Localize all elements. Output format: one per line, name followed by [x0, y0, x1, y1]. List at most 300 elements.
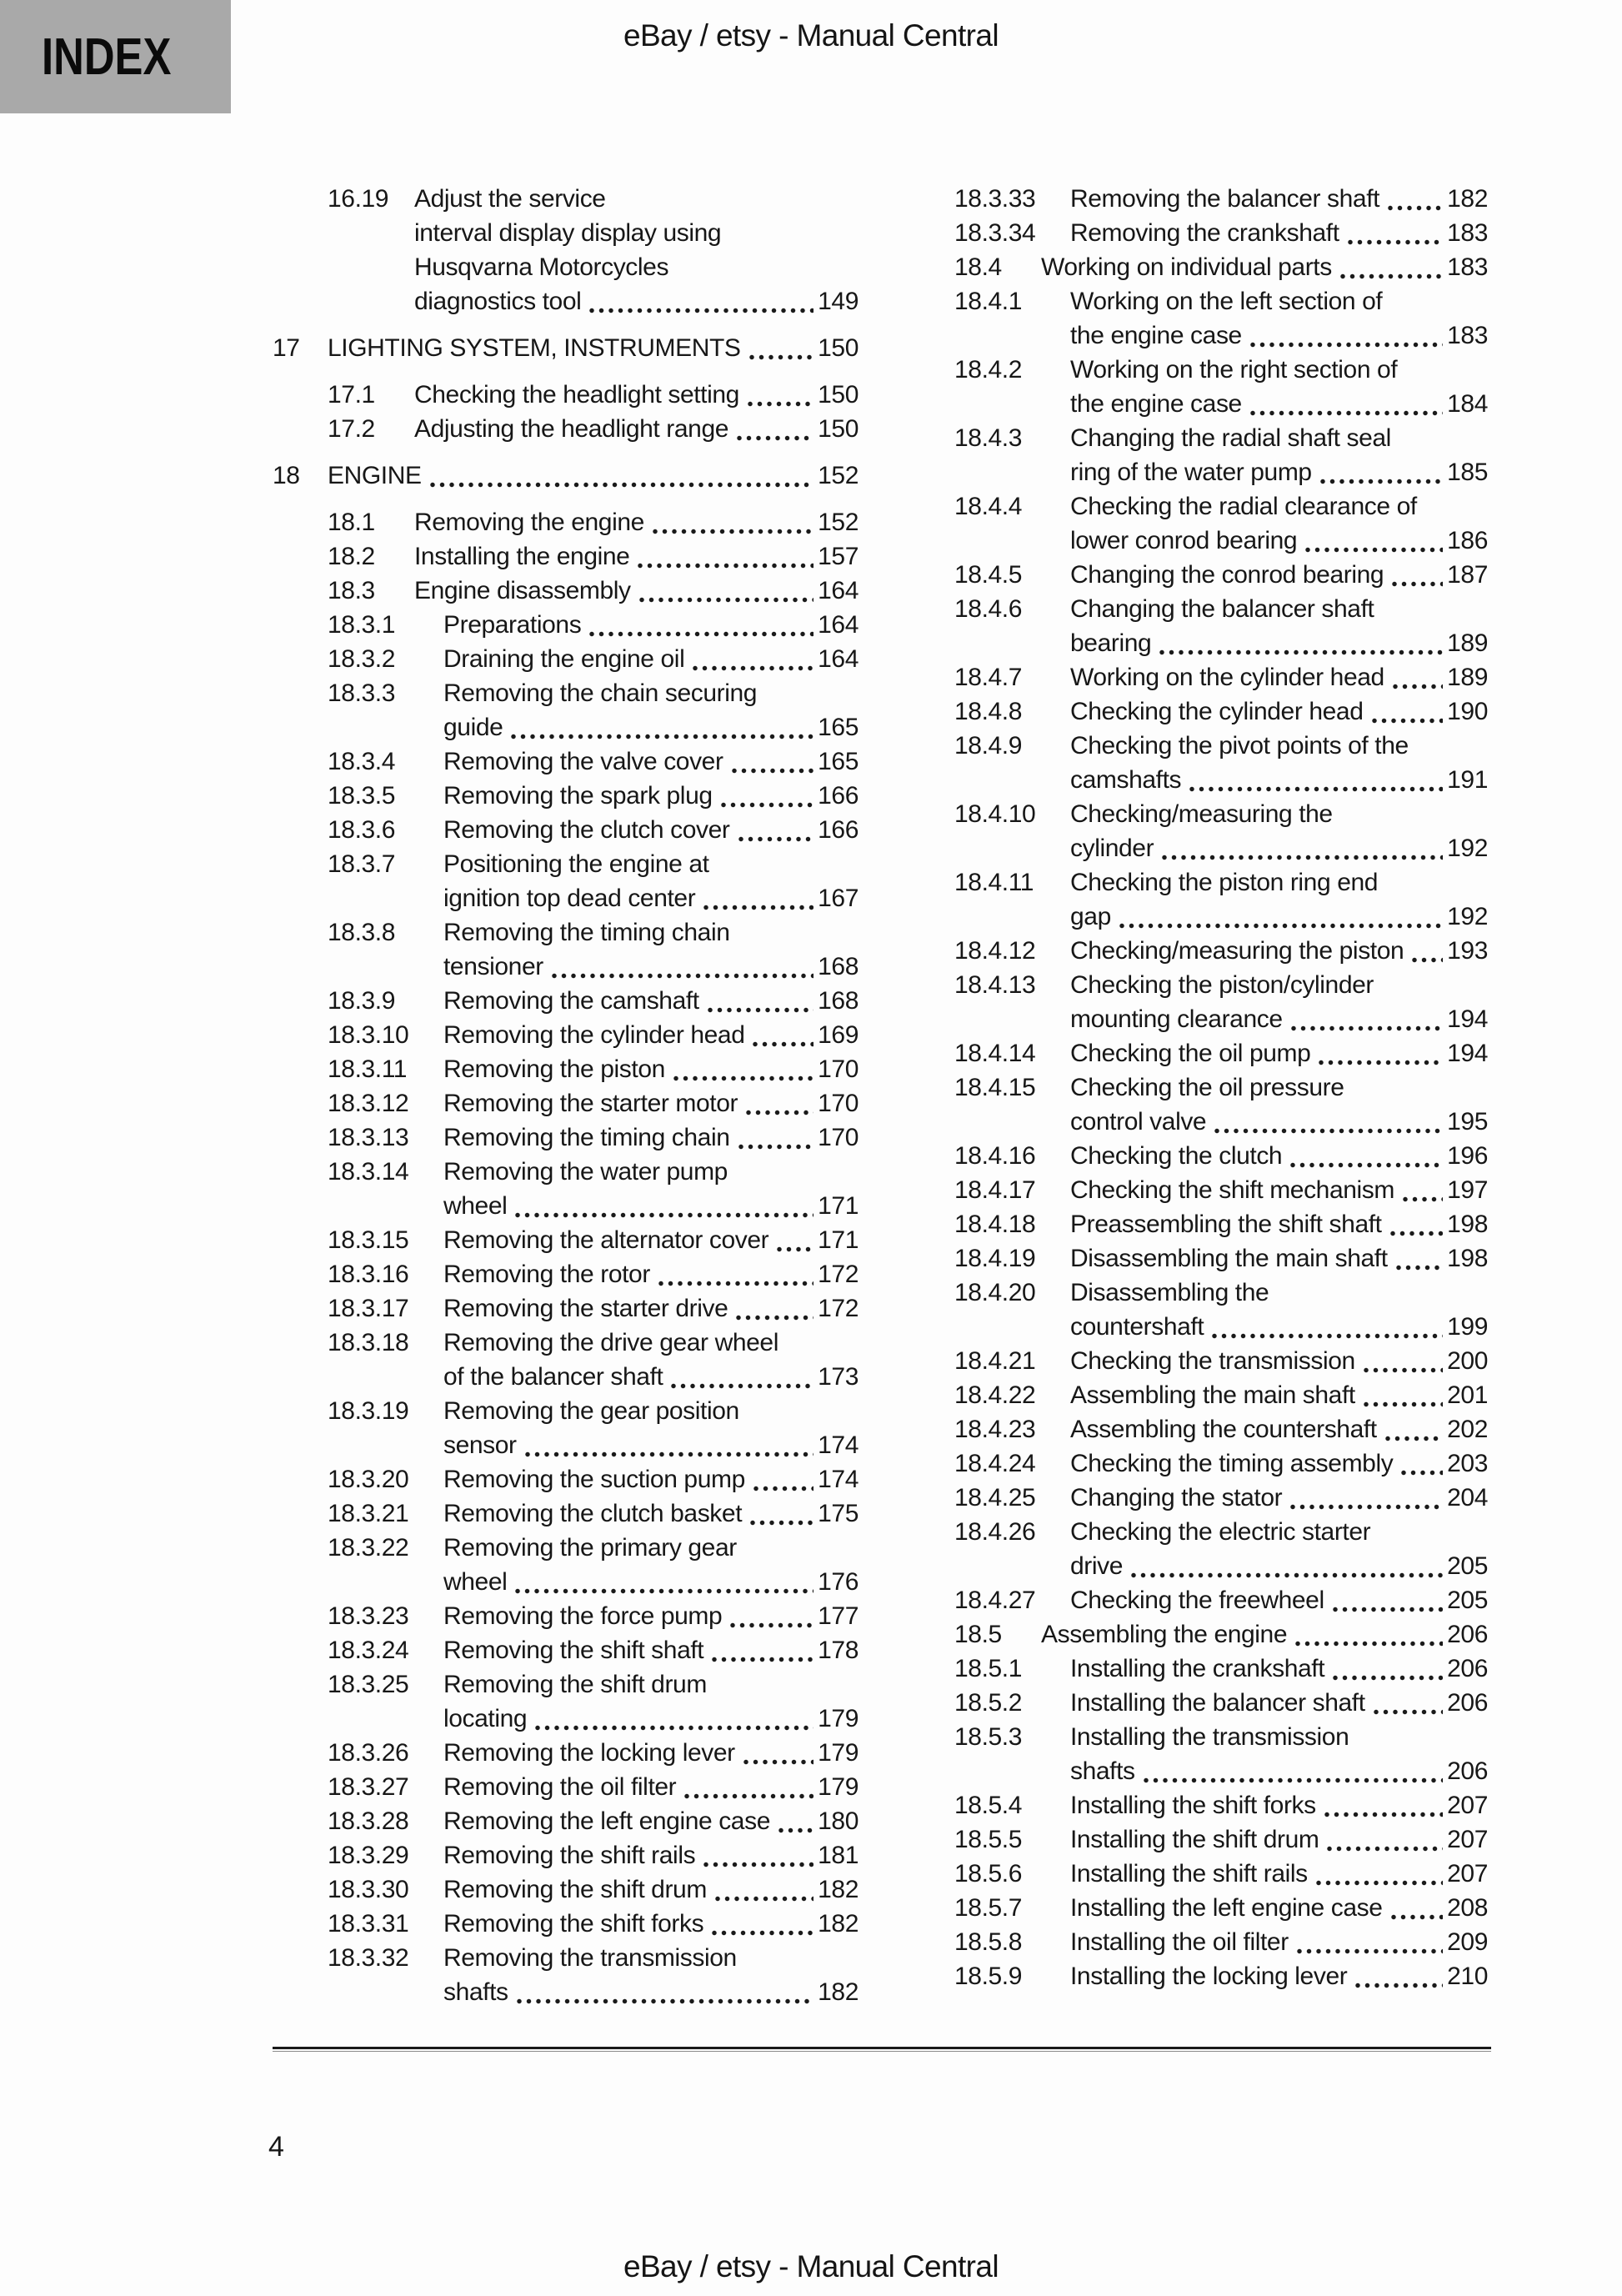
toc-entry-body: [1070, 1412, 1488, 1446]
toc-entry-number: 18.4.2: [954, 356, 1023, 384]
toc-entry-body: [1070, 284, 1488, 353]
toc-entry-page: 183: [1447, 253, 1488, 281]
toc-entry-number: 18.3.14: [328, 1158, 409, 1186]
toc-entry-title: Installing the oil filter: [1070, 1928, 1289, 1956]
toc-entry-title: Checking the oil pump: [1070, 1040, 1311, 1067]
toc-entry: [899, 1857, 1488, 1891]
toc-entry-body: [1070, 489, 1488, 558]
toc-line: [1070, 934, 1488, 968]
toc-line: [1070, 1344, 1488, 1378]
dot-leader: [776, 1246, 814, 1253]
toc-entry-body: [443, 779, 859, 813]
toc-entry-title: Installing the engine: [414, 543, 630, 570]
toc-entry: [273, 505, 859, 539]
toc-entry-title: ENGINE: [328, 462, 422, 489]
dot-leader: [747, 400, 814, 408]
toc-entry-number: 18.5: [954, 1621, 1002, 1648]
toc-entry-page: 150: [818, 334, 859, 362]
toc-entry-title: Removing the timing chain: [443, 919, 730, 946]
toc-entry-number: 18.4.17: [954, 1176, 1036, 1204]
dot-leader: [514, 1587, 814, 1595]
toc-entry-page: 172: [818, 1295, 859, 1322]
toc-entry-page: 193: [1447, 937, 1488, 965]
toc-entry: [273, 608, 859, 642]
toc-entry-page: 184: [1447, 390, 1488, 418]
toc-entry-title: shafts: [443, 1978, 508, 2006]
toc-entry-title: Installing the crankshaft: [1070, 1655, 1325, 1682]
toc-entry-page: 180: [818, 1807, 859, 1835]
toc-line: [1070, 1139, 1488, 1173]
toc-entry-body: [1070, 353, 1488, 421]
toc-entry-body: [1070, 1720, 1488, 1788]
dot-leader: [711, 1929, 814, 1937]
toc-line: [328, 459, 859, 493]
toc-entry-title: Removing the shift forks: [443, 1910, 704, 1938]
toc-entry: [899, 1344, 1488, 1378]
toc-line: [1070, 1378, 1488, 1412]
toc-entry-page: 183: [1447, 322, 1488, 349]
dot-leader: [731, 767, 814, 775]
toc-entry-body: [1070, 1822, 1488, 1857]
toc-line: [443, 1120, 859, 1155]
toc-entry-number: 18.3.22: [328, 1534, 409, 1562]
toc-entry-number: 16.19: [328, 185, 389, 213]
toc-entry: [273, 1120, 859, 1155]
toc-entry: [273, 1531, 859, 1599]
toc-entry: [273, 1907, 859, 1941]
dot-leader: [1332, 1674, 1443, 1682]
toc-entry-title: Removing the timing chain: [443, 1124, 730, 1151]
toc-entry-title: Installing the shift forks: [1070, 1792, 1316, 1819]
toc-entry-title: camshafts: [1070, 766, 1182, 794]
toc-entry-title: Preassembling the shift shaft: [1070, 1211, 1382, 1238]
toc-entry: [899, 284, 1488, 353]
toc-line: [443, 1189, 859, 1223]
toc-line: [443, 847, 859, 881]
toc-entry: [273, 676, 859, 744]
toc-entry-title: Checking/measuring the: [1070, 800, 1333, 828]
toc-line: [414, 216, 859, 250]
toc-entry-body: [1070, 1959, 1488, 1993]
toc-entry-number: 18.4.15: [954, 1074, 1036, 1101]
toc-entry: [273, 459, 859, 493]
toc-entry-number: 17.1: [328, 381, 375, 409]
toc-entry-title: wheel: [443, 1568, 508, 1596]
toc-entry-title: sensor: [443, 1431, 517, 1459]
toc-entry: [899, 1925, 1488, 1959]
toc-entry-title: Removing the camshaft: [443, 987, 699, 1015]
toc-entry: [273, 1496, 859, 1531]
toc-entry: [899, 1173, 1488, 1207]
toc-entry-number: 18.3: [328, 577, 375, 604]
toc-entry: [273, 539, 859, 574]
toc-entry-body: [1070, 865, 1488, 934]
toc-entry-number: 18.3.6: [328, 816, 396, 844]
toc-entry-body: [443, 1770, 859, 1804]
toc-entry-page: 168: [818, 987, 859, 1015]
dot-leader: [1390, 1913, 1444, 1921]
toc-entry-title: Removing the alternator cover: [443, 1226, 769, 1254]
toc-line: [1070, 763, 1488, 797]
toc-entry: [273, 182, 859, 318]
toc-line: [443, 1223, 859, 1257]
toc-entry-page: 207: [1447, 1860, 1488, 1887]
toc-entry-title: Removing the oil filter: [443, 1773, 677, 1801]
toc-line: [1070, 489, 1488, 524]
toc-entry-page: 198: [1447, 1211, 1488, 1238]
toc-entry-number: 18.4.6: [954, 595, 1023, 623]
toc-entry-title: Installing the transmission: [1070, 1723, 1349, 1751]
toc-entry: [899, 558, 1488, 592]
dot-leader: [1161, 854, 1443, 861]
dot-leader: [749, 1519, 814, 1526]
toc-entry-title: Husqvarna Motorcycles: [414, 253, 669, 281]
toc-entry-title: control valve: [1070, 1108, 1207, 1135]
toc-entry: [273, 1872, 859, 1907]
toc-line: [1070, 1241, 1488, 1276]
dot-leader: [714, 1895, 814, 1902]
toc-line: [443, 1155, 859, 1189]
toc-entry-page: 182: [818, 1978, 859, 2006]
toc-line: [1070, 592, 1488, 626]
toc-entry: [273, 1223, 859, 1257]
toc-entry: [899, 1139, 1488, 1173]
toc-entry-page: 192: [1447, 903, 1488, 930]
dot-leader: [1411, 956, 1443, 964]
toc-line: [1070, 455, 1488, 489]
toc-line: [443, 1018, 859, 1052]
dot-leader: [703, 904, 814, 911]
toc-line: [328, 331, 859, 365]
toc-entry-number: 18.5.8: [954, 1928, 1023, 1956]
toc-line: [1070, 900, 1488, 934]
toc-entry-page: 166: [818, 816, 859, 844]
dot-leader: [588, 307, 814, 314]
toc-entry-title: Removing the crankshaft: [1070, 219, 1339, 247]
toc-line: [443, 1326, 859, 1360]
toc-entry-body: [443, 847, 859, 915]
toc-entry-page: 206: [1447, 1757, 1488, 1785]
toc-entry-body: [1070, 1241, 1488, 1276]
dot-leader: [1324, 1811, 1443, 1818]
toc-entry: [899, 1583, 1488, 1617]
toc-entry-page: 206: [1447, 1689, 1488, 1717]
toc-line: [443, 1257, 859, 1291]
toc-entry: [273, 1736, 859, 1770]
toc-line: [443, 915, 859, 950]
toc-entry-title: LIGHTING SYSTEM, INSTRUMENTS: [328, 334, 741, 362]
dot-leader: [510, 733, 814, 740]
toc-entry-title: Removing the shift shaft: [443, 1637, 704, 1664]
toc-entry-title: diagnostics tool: [414, 288, 582, 315]
dot-leader: [738, 835, 814, 843]
toc-entry-title: Checking the radial clearance of: [1070, 493, 1417, 520]
toc-entry-page: 169: [818, 1021, 859, 1049]
toc-entry-body: [443, 1086, 859, 1120]
toc-entry-number: 18.5.4: [954, 1792, 1023, 1819]
toc-entry-body: [1070, 1276, 1488, 1344]
toc-entry-body: [443, 1907, 859, 1941]
toc-entry-page: 170: [818, 1055, 859, 1083]
toc-entry-title: Removing the valve cover: [443, 748, 723, 775]
toc-entry-number: 18.4.21: [954, 1347, 1036, 1375]
dot-leader: [1319, 478, 1443, 485]
toc-entry-body: [443, 1155, 859, 1223]
toc-entry-title: Checking the transmission: [1070, 1347, 1355, 1375]
toc-entry-number: 18.4.4: [954, 493, 1023, 520]
dot-leader: [1387, 204, 1443, 212]
page-number: 4: [268, 2131, 284, 2163]
toc-entry-number: 18.4.1: [954, 288, 1023, 315]
toc-entry-body: [1070, 694, 1488, 729]
toc-entry-number: 18.3.9: [328, 987, 396, 1015]
toc-entry-body: [443, 744, 859, 779]
toc-entry-body: [1070, 1481, 1488, 1515]
toc-entry-body: [414, 505, 859, 539]
toc-entry-number: 18.5.7: [954, 1894, 1023, 1922]
toc-entry: [273, 984, 859, 1018]
toc-line: [1070, 1652, 1488, 1686]
toc-entry-body: [1070, 1857, 1488, 1891]
toc-entry-title: Working on individual parts: [1041, 253, 1332, 281]
toc-entry: [899, 865, 1488, 934]
toc-entry: [273, 1291, 859, 1326]
toc-entry-number: 18.3.23: [328, 1602, 409, 1630]
toc-line: [443, 881, 859, 915]
dot-leader: [735, 1314, 814, 1321]
toc-entry-page: 205: [1447, 1587, 1488, 1614]
toc-entry-title: Changing the balancer shaft: [1070, 595, 1374, 623]
toc-entry-page: 177: [818, 1602, 859, 1630]
toc-line: [1070, 182, 1488, 216]
toc-entry-title: Disassembling the main shaft: [1070, 1245, 1388, 1272]
toc-entry-body: [1070, 421, 1488, 489]
toc-entry-title: gap: [1070, 903, 1111, 930]
toc-entry-number: 18.3.12: [328, 1090, 409, 1117]
toc-entry-body: [443, 1872, 859, 1907]
toc-entry: [273, 1326, 859, 1394]
toc-line: [1070, 1481, 1488, 1515]
toc-line: [1070, 1515, 1488, 1549]
toc-entry-page: 174: [818, 1466, 859, 1493]
toc-entry-body: [443, 1736, 859, 1770]
dot-leader: [1389, 1230, 1444, 1237]
toc-entry-number: 18.3.30: [328, 1876, 409, 1903]
toc-entry-body: [443, 1257, 859, 1291]
toc-entry-number: 18.4.13: [954, 971, 1036, 999]
toc-entry-number: 18.5.1: [954, 1655, 1023, 1682]
toc-entry-number: 18.4.11: [954, 869, 1034, 896]
toc-line: [414, 574, 859, 608]
toc-entry: [899, 1652, 1488, 1686]
toc-entry-number: 18.3.24: [328, 1637, 409, 1664]
toc-line: [443, 1804, 859, 1838]
toc-entry-title: Removing the shift drum: [443, 1671, 707, 1698]
dot-leader: [1363, 1401, 1443, 1408]
toc-line: [1070, 558, 1488, 592]
toc-entry-number: 18.3.21: [328, 1500, 409, 1527]
toc-line: [1070, 797, 1488, 831]
toc-entry-body: [1070, 1036, 1488, 1070]
dot-leader: [516, 1998, 814, 2005]
dot-leader: [1332, 1606, 1443, 1613]
toc-entry: [899, 1070, 1488, 1139]
toc-entry-body: [443, 1120, 859, 1155]
toc-entry-page: 196: [1447, 1142, 1488, 1170]
toc-entry-body: [1070, 182, 1488, 216]
dot-leader: [1143, 1777, 1444, 1784]
toc-entry-title: Installing the locking lever: [1070, 1963, 1348, 1990]
toc-line: [443, 1496, 859, 1531]
toc-line: [1070, 421, 1488, 455]
toc-entry: [899, 353, 1488, 421]
toc-entry: [273, 1394, 859, 1462]
toc-line: [443, 710, 859, 744]
toc-entry-number: 18.3.34: [954, 219, 1036, 247]
toc-entry: [899, 1446, 1488, 1481]
toc-entry-title: Removing the engine: [414, 509, 644, 536]
toc-entry-body: [1070, 216, 1488, 250]
toc-entry-body: [443, 915, 859, 984]
toc-line: [443, 1086, 859, 1120]
toc-entry-body: [1070, 1686, 1488, 1720]
toc-line: [1070, 1070, 1488, 1105]
toc-entry-body: [1070, 797, 1488, 865]
toc-entry-number: 18.4: [954, 253, 1002, 281]
dot-leader: [778, 1827, 814, 1834]
toc-entry-title: Removing the locking lever: [443, 1739, 735, 1767]
toc-entry-title: Changing the stator: [1070, 1484, 1283, 1511]
toc-entry-body: [443, 1531, 859, 1599]
toc-entry-page: 192: [1447, 835, 1488, 862]
toc-entry-number: 18.3.13: [328, 1124, 409, 1151]
footer-rule: [273, 2047, 1491, 2052]
toc-entry: [899, 797, 1488, 865]
dot-leader: [673, 1075, 814, 1082]
dot-leader: [670, 1382, 814, 1390]
toc-entry-title: Removing the water pump: [443, 1158, 728, 1186]
toc-line: [1070, 1754, 1488, 1788]
toc-entry: [899, 1036, 1488, 1070]
toc-line: [1070, 1446, 1488, 1481]
toc-entry-number: 18.3.25: [328, 1671, 409, 1698]
toc-entry-page: 208: [1447, 1894, 1488, 1922]
toc-entry-page: 210: [1447, 1963, 1488, 1990]
toc-line: [1070, 1925, 1488, 1959]
dot-leader: [514, 1211, 814, 1219]
toc-entry-body: [414, 539, 859, 574]
toc-line: [1070, 831, 1488, 865]
toc-line: [1070, 1036, 1488, 1070]
toc-entry: [273, 1462, 859, 1496]
dot-leader: [1214, 1127, 1443, 1135]
toc-entry-title: Installing the shift drum: [1070, 1826, 1319, 1853]
toc-line: [1070, 1720, 1488, 1754]
toc-line: [443, 1531, 859, 1565]
toc-entry-title: Removing the starter drive: [443, 1295, 728, 1322]
dot-leader: [1159, 649, 1443, 656]
toc-entry-title: Adjust the service: [414, 185, 606, 213]
toc-entry-body: [1070, 1891, 1488, 1925]
toc-entry-page: 164: [818, 611, 859, 639]
toc-entry-body: [1070, 1344, 1488, 1378]
toc-line: [443, 1462, 859, 1496]
toc-line: [1070, 1822, 1488, 1857]
toc-entry-body: [443, 984, 859, 1018]
toc-line: [1070, 1686, 1488, 1720]
toc-entry-title: Checking the electric starter: [1070, 1518, 1371, 1546]
toc-entry: [899, 1481, 1488, 1515]
toc-entry-page: 168: [818, 953, 859, 980]
toc-entry-page: 176: [818, 1568, 859, 1596]
toc-entry: [899, 1720, 1488, 1788]
toc-column-right: [899, 182, 1488, 1993]
toc-line: [443, 676, 859, 710]
toc-entry-page: 179: [818, 1739, 859, 1767]
toc-line: [1070, 1207, 1488, 1241]
toc-line: [414, 412, 859, 446]
toc-entry-body: [443, 813, 859, 847]
toc-entry-page: 150: [818, 415, 859, 443]
toc-line: [414, 539, 859, 574]
dot-leader: [1290, 1025, 1444, 1032]
toc-entry-page: 178: [818, 1637, 859, 1664]
toc-entry-page: 206: [1447, 1655, 1488, 1682]
toc-entry-title: of the balancer shaft: [443, 1363, 663, 1391]
toc-entry-title: Removing the clutch basket: [443, 1500, 743, 1527]
toc-line: [1070, 387, 1488, 421]
toc-entry: [273, 1804, 859, 1838]
toc-entry: [899, 1412, 1488, 1446]
toc-entry-page: 204: [1447, 1484, 1488, 1511]
toc-entry-number: 18.3.16: [328, 1261, 409, 1288]
toc-entry-number: 18.3.26: [328, 1739, 409, 1767]
toc-entry-title: Assembling the countershaft: [1070, 1416, 1377, 1443]
toc-line: [1070, 524, 1488, 558]
toc-line: [443, 1394, 859, 1428]
dot-leader: [692, 664, 814, 672]
toc-entry-page: 194: [1447, 1005, 1488, 1033]
toc-entry-page: 152: [818, 509, 859, 536]
toc-entry: [273, 1633, 859, 1667]
toc-entry-title: Removing the cylinder head: [443, 1021, 745, 1049]
toc-entry-body: [443, 608, 859, 642]
dot-leader: [736, 434, 814, 442]
toc-entry-title: Working on the right section of: [1070, 356, 1398, 384]
header-title: eBay / etsy - Manual Central: [623, 18, 999, 53]
toc-entry-number: 18.3.17: [328, 1295, 409, 1322]
toc-entry: [899, 1276, 1488, 1344]
toc-entry: [273, 1018, 859, 1052]
toc-entry-title: lower conrod bearing: [1070, 527, 1298, 554]
toc-entry-title: Changing the radial shaft seal: [1070, 424, 1391, 452]
dot-leader: [1318, 1059, 1443, 1066]
dot-leader: [1294, 1640, 1443, 1647]
toc-entry-number: 18.3.10: [328, 1021, 409, 1049]
toc-entry-title: Installing the shift rails: [1070, 1860, 1308, 1887]
toc-line: [414, 182, 859, 216]
toc-entry-number: 18.5.6: [954, 1860, 1023, 1887]
dot-leader: [1384, 1435, 1443, 1442]
toc-entry-body: [1070, 1070, 1488, 1139]
toc-entry-page: 206: [1447, 1621, 1488, 1648]
toc-line: [1070, 626, 1488, 660]
toc-entry-page: 189: [1447, 629, 1488, 657]
toc-entry-title: bearing: [1070, 629, 1152, 657]
toc-entry: [273, 779, 859, 813]
toc-entry-number: 18.4.8: [954, 698, 1023, 725]
dot-leader: [745, 1109, 814, 1116]
